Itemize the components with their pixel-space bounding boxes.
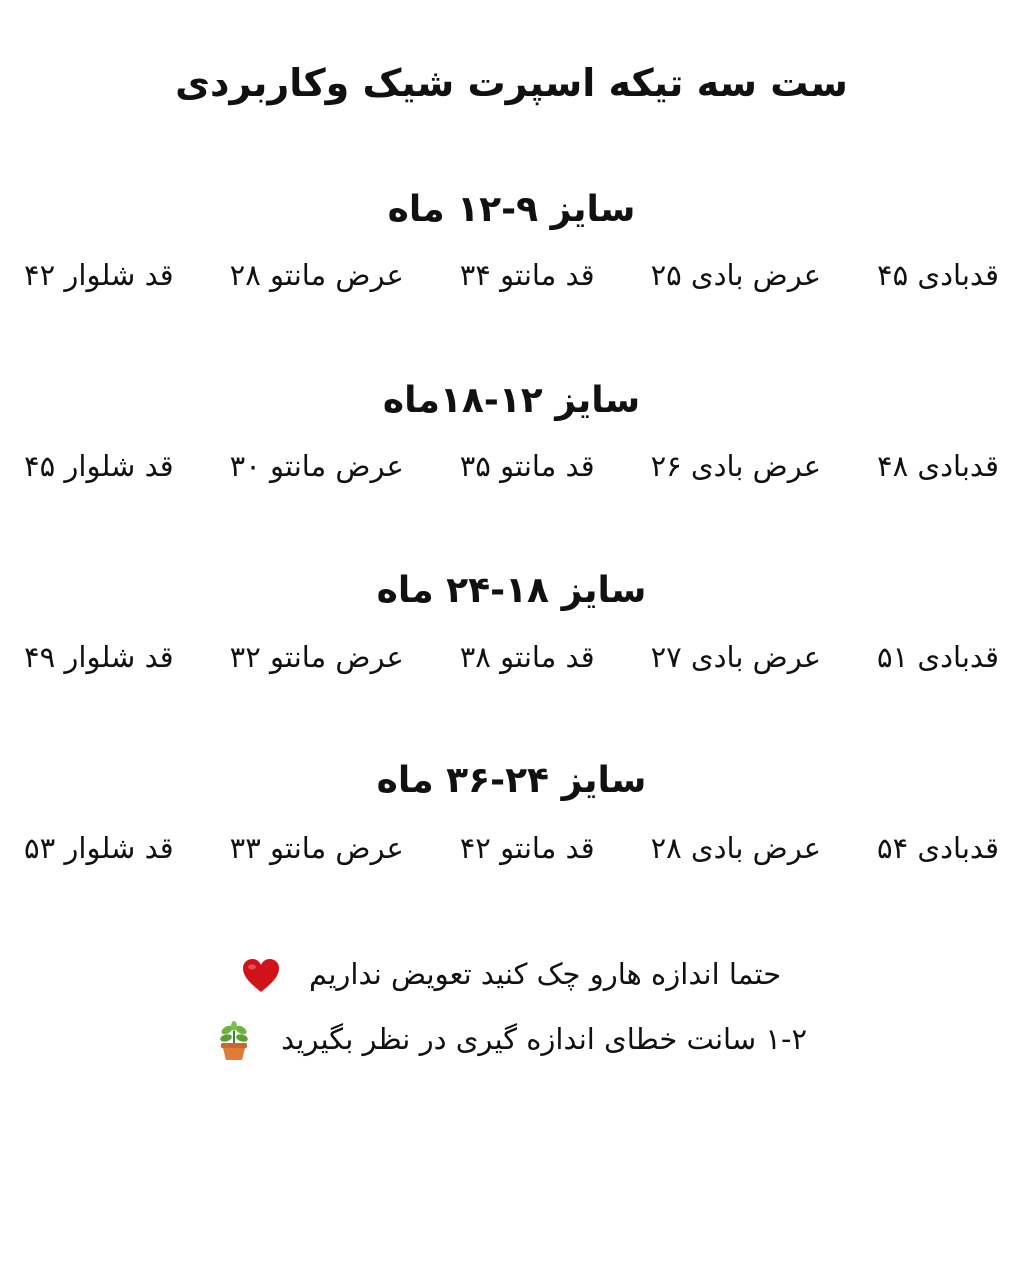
measurement-item: قد شلوار ۴۲ [24, 258, 174, 292]
measurement-item: عرض مانتو ۳۰ [229, 449, 404, 483]
measurement-row [24, 828, 999, 868]
measurement-item: قد مانتو ۳۸ [459, 640, 595, 674]
heart-icon [242, 958, 280, 994]
potted-plant-icon [216, 1021, 252, 1061]
note-line [0, 1018, 1023, 1061]
measurement-item: عرض مانتو ۳۲ [229, 640, 404, 674]
measurement-item: قد مانتو ۳۵ [459, 449, 595, 483]
measurement-item: قد مانتو ۴۲ [459, 831, 595, 865]
measurement-row [24, 255, 999, 295]
size-heading: سایز ۹-۱۲ ماه [387, 189, 636, 230]
measurement-item: قد شلوار ۴۹ [24, 640, 174, 674]
size-heading: سایز ۱۲-۱۸ماه [382, 380, 641, 421]
measurement-item: عرض بادی ۲۸ [650, 831, 822, 865]
measurement-row [24, 637, 999, 677]
measurement-item: عرض بادی ۲۵ [650, 258, 822, 292]
measurement-item: عرض بادی ۲۷ [650, 640, 822, 674]
measurement-item: عرض مانتو ۳۳ [229, 831, 404, 865]
measurement-row [24, 446, 999, 486]
measurement-item: قد شلوار ۴۵ [24, 449, 174, 483]
measurement-item: عرض بادی ۲۶ [650, 449, 822, 483]
measurement-item: قدبادی ۴۸ [877, 449, 999, 483]
size-heading: سایز ۲۴-۳۶ ماه [376, 760, 647, 801]
measurement-item: عرض مانتو ۲۸ [229, 258, 404, 292]
size-heading: سایز ۱۸-۲۴ ماه [376, 570, 647, 611]
note-line [0, 953, 1023, 995]
measurement-item: قد شلوار ۵۳ [24, 831, 174, 865]
page-title: ست سه تیکه اسپرت شیک وکاربردی [175, 61, 848, 105]
note-text: حتما اندازه هارو چک کنید تعویض نداریم [309, 957, 782, 991]
note-text: ۱-۲ سانت خطای اندازه گیری در نظر بگیرید [281, 1022, 808, 1056]
measurement-item: قدبادی ۴۵ [877, 258, 999, 292]
measurement-item: قدبادی ۵۴ [877, 831, 999, 865]
measurement-item: قدبادی ۵۱ [877, 640, 999, 674]
measurement-item: قد مانتو ۳۴ [459, 258, 595, 292]
